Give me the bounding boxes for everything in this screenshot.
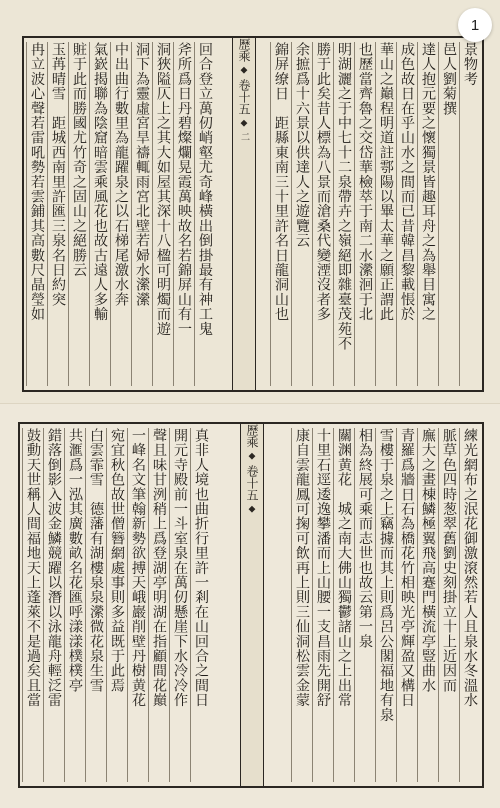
text-column: 青羅爲牆日石為橋花竹相映光亭輝盈又構日 (396, 428, 417, 782)
page-number: 二 (239, 132, 249, 141)
text-column: 真非人境也曲折行里許一剎在山回合之間日 (190, 428, 211, 782)
text-column: 賍于此而勝國尤竹奇之固山之絕勝云 (68, 42, 89, 386)
page-counter-badge[interactable]: 1 (458, 8, 492, 42)
text-column: 景物考 (459, 42, 480, 386)
bottom-page-frame (18, 422, 484, 788)
fish-tail-mark-icon: ◆ (239, 65, 249, 76)
top-right-columns (270, 42, 480, 386)
text-column: 白雲霏雪 德藩有湖樓泉泉瀠微花泉生雪 (85, 428, 106, 782)
top-right-half (252, 38, 482, 390)
bottom-right-half (252, 424, 482, 786)
text-column: 也歷當齊魯之交岱華檢萃于南二水瀠洄于北 (354, 42, 375, 386)
text-column: 共滙爲一泓其廣數畝名花匯呼漾漾樸樸亭 (64, 428, 85, 782)
text-column: 練光網布之泯花御激滾然若人且泉水冬溫水 (459, 428, 480, 782)
text-column: 十里石逕逶逸攀潘而上山腰一支昌雨先開舒 (312, 428, 333, 782)
top-page-frame (22, 36, 484, 392)
text-column: 勝于此矣昔人標為八景而滄桑代變湮沒者多 (312, 42, 333, 386)
text-column: 明湖灑之于中七十二泉帶卉之嶺絕即雜臺茂苑不 (333, 42, 354, 386)
text-column: 康自雲龍鳳可掬可飲再上則三仙洞松雲金蒙 (291, 428, 312, 782)
text-column: 一峰名文筆翰新勢欲搏天峨巖削壁丹樹黄花 (127, 428, 148, 782)
text-column: 鼓動天世稱人間福地天上蓬萊不是過矣且當 (22, 428, 43, 782)
text-column: 錯落倒影入波金鱗競躍以潛以泳龍舟輕泛雷 (43, 428, 64, 782)
bottom-right-columns (291, 428, 480, 782)
volume-label: 卷十五 (245, 465, 259, 501)
text-column: 斧所爲日丹碧燦爛晃霞萬映故名若錦屏山有一 (173, 42, 194, 386)
text-column: 成色故日在乎山水之間而已昔韓昌黎載悵於 (396, 42, 417, 386)
text-column: 洞狹隘仄上之其大如屋其深十八楹可明燭而遊 (152, 42, 173, 386)
text-column: 宛宜秋色故世僧簪網處事則多益既于此焉 (106, 428, 127, 782)
text-column: 華山之巔程明道註鄠陽以畢太華之願正謂此 (375, 42, 396, 386)
text-column: 脈草色四時葱翠舊劉史刻掛立十上近因而 (438, 428, 459, 782)
text-column: 聲且味甘洌稍上爲登湖亭明湖在指顧間花巔 (148, 428, 169, 782)
fish-tail-mark-icon: ◆ (247, 451, 257, 462)
book-title: 歷乘 (237, 38, 251, 62)
text-column: 關渊黄花 城之南大佛山獨鬱諸山之上出常 (333, 428, 354, 782)
text-column: 洞下為靈虛宮旱禱輒雨宮北壁若婦水瀠瀠 (131, 42, 152, 386)
text-column: 回合登立萬仞峭壑尤奇峰橫出倒掛最有神工鬼 (194, 42, 215, 386)
text-column: 雪樓于泉之上竊據而其上則爲呂公閣福地有泉 (375, 428, 396, 782)
text-column: 余摭爲十六景以供達人之遊覽云 (291, 42, 312, 386)
text-column: 錦屏缭日 距縣東南三十里許名日龍洞山也 (270, 42, 291, 386)
volume-label: 卷十五 (237, 79, 251, 115)
fish-tail-mark-icon: ◆ (239, 118, 249, 129)
text-column: 冉立波心聲若雷吼勢若雲鋪其高數尺晶瑩如 (26, 42, 47, 386)
bottom-left-half (20, 424, 250, 786)
top-left-half (24, 38, 254, 390)
text-column: 中出曲行數里為龍躍泉之以石梯尾激水奔 (110, 42, 131, 386)
text-column: 相為終展可乘而志世也故云第一泉 (354, 428, 375, 782)
top-left-columns (26, 42, 215, 386)
text-column: 達人抱元要之懷獨景皆趣耳舟之為舉目寓之 (417, 42, 438, 386)
bottom-left-columns (22, 428, 211, 782)
text-column: 玉苒晴雪 距城西南里許匯三泉名日約突 (47, 42, 68, 386)
text-column: 廡大之畫棟鱗極翼飛高蹇門橫流亭豎曲水 (417, 428, 438, 782)
book-title: 歷乘 (245, 424, 259, 448)
text-column: 邑人劉菊撰 (438, 42, 459, 386)
text-column: 開元寺殿前一斗室泉在萬仞懸崖下水冷冷作 (169, 428, 190, 782)
fish-tail-mark-icon: ◆ (247, 504, 257, 515)
text-column: 氣嶔揭聯為陰窟暗雲乘風花也故古遠人多輸 (89, 42, 110, 386)
bottom-page (0, 404, 500, 808)
